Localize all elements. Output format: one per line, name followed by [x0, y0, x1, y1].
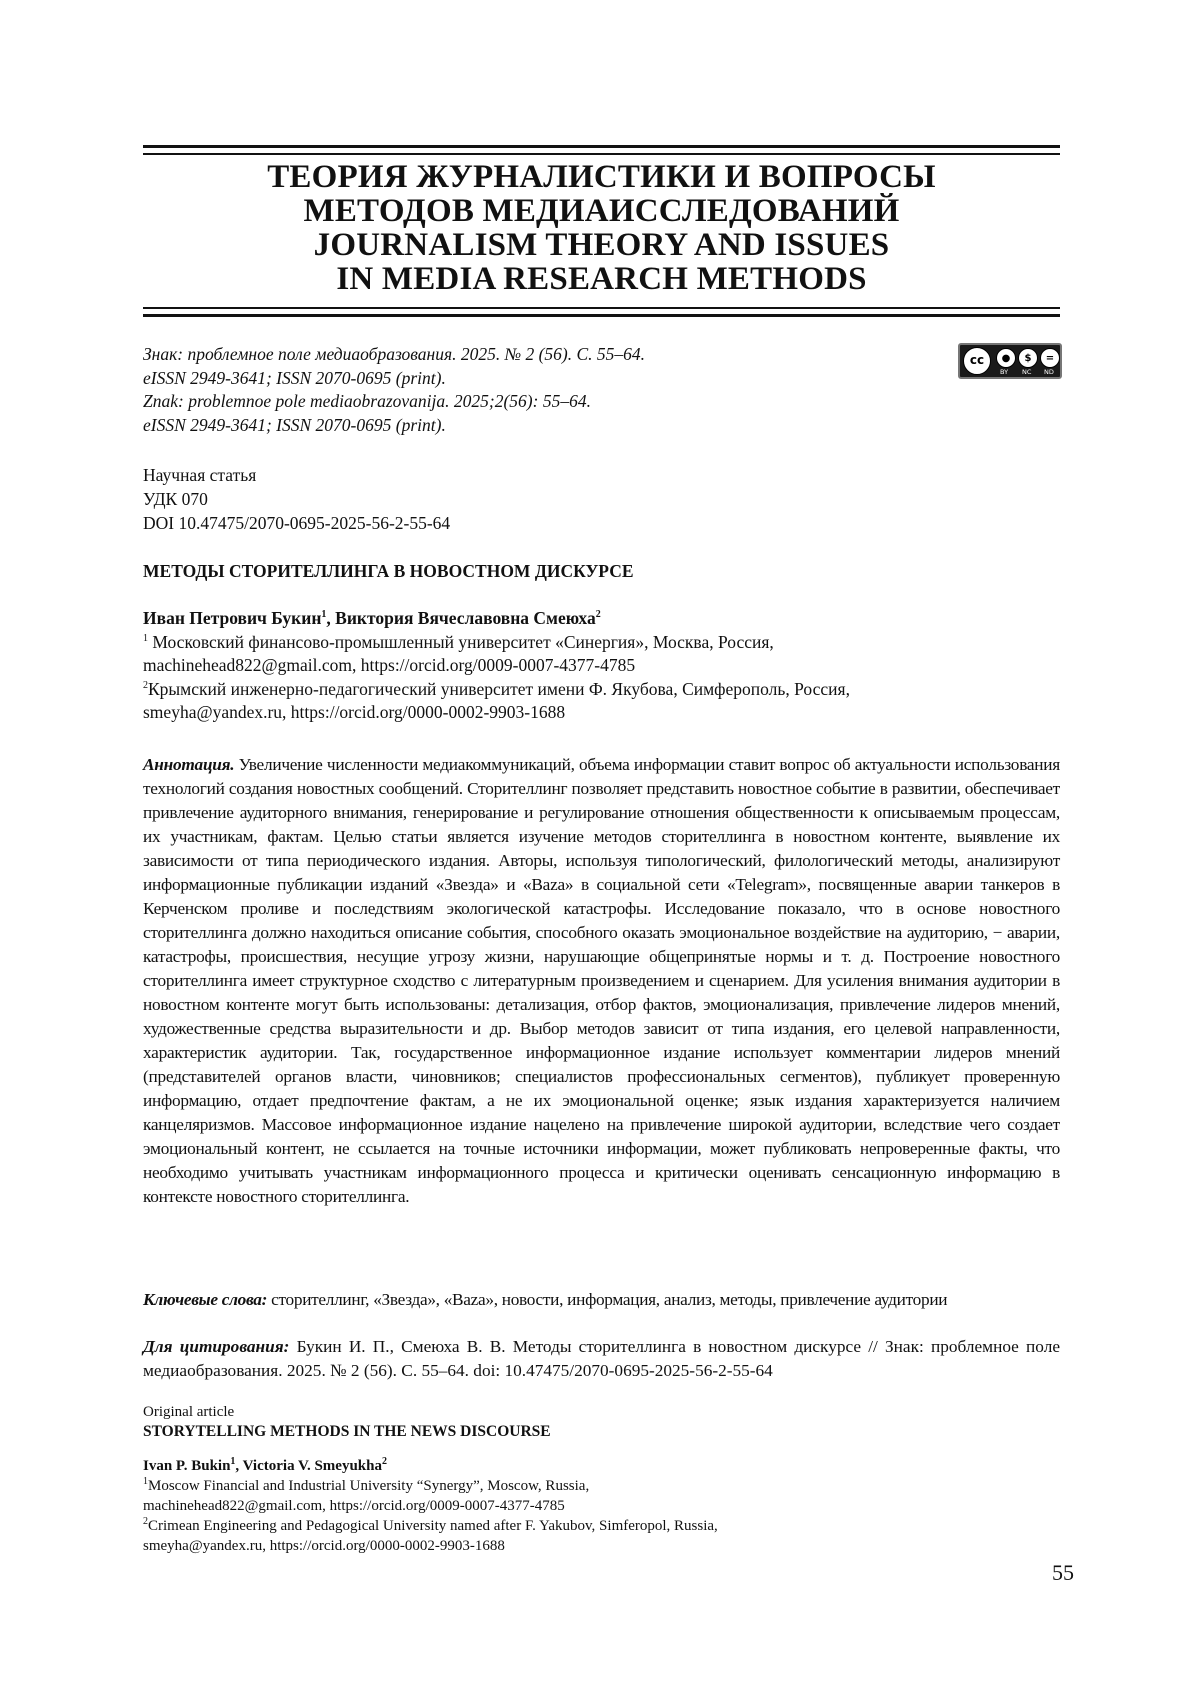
page-number: 55 — [1052, 1560, 1074, 1585]
affil-1-sup: 1 — [143, 632, 148, 644]
en-author-1-sup: 1 — [230, 1456, 236, 1467]
citation-label: Для цитирования: — [143, 1337, 290, 1356]
doi[interactable]: DOI 10.47475/2070-0695-2025-56-2-55-64 — [143, 513, 451, 533]
citation-text: Букин И. П., Смеюха В. В. Методы сторителлинга в новостном дискурсе // Знак: проблемное поле медиаобразования. 2025. № 2 (56). С. 55–64. doi: 10.47475/2070-0695-2025-56-2-55-64 — [143, 1337, 1060, 1380]
udk: УДК 070 — [143, 489, 208, 509]
abstract-label: Аннотация. — [143, 755, 235, 774]
en-author-2-sup: 2 — [381, 1456, 387, 1467]
cc-label-by: BY — [1000, 368, 1009, 376]
meta-line-1: Знак: проблемное поле медиаобразования. 2025. № 2 (56). С. 55–64. — [143, 344, 646, 364]
affiliation-1-ru — [143, 631, 850, 655]
meta-line-3: Znak: problemnoe pole mediaobrazovanija. 2025;2(56): 55–64. — [143, 391, 591, 411]
article-type: Научная статья — [143, 465, 257, 485]
heading-bottom-rule-thick — [143, 314, 1060, 317]
affil-2-sup: 2 — [143, 679, 148, 691]
en-author-1-name: Ivan P. Bukin — [143, 1458, 231, 1474]
author-names-ru — [143, 607, 850, 631]
section-heading-line-4: IN MEDIA RESEARCH METHODS — [336, 261, 867, 297]
heading-bottom-rule-thin — [143, 307, 1060, 309]
cc-icon: cc — [963, 347, 991, 375]
nc-dollar-icon: $ — [1018, 348, 1038, 368]
en-affiliation-1 — [143, 1476, 718, 1496]
en-affil-1-text: Moscow Financial and Industrial University “Synergy”, Moscow, Russia, — [148, 1478, 590, 1494]
section-heading — [143, 160, 1060, 296]
authors-block-ru — [143, 607, 850, 725]
section-heading-line-3: JOURNALISM THEORY AND ISSUES — [313, 227, 890, 263]
author-2-name: , Виктория Вячеславовна Смеюха — [326, 608, 596, 628]
affil-1-text: Московский финансово-промышленный университет «Синергия», Москва, Россия, — [148, 631, 774, 652]
en-author-names — [143, 1456, 718, 1476]
top-rule-thin — [143, 153, 1060, 155]
en-affil-2-text: Crimean Engineering and Pedagogical University named after F. Yakubov, Simferopol, Russia, — [148, 1518, 718, 1534]
contact-2-ru[interactable]: smeyha@yandex.ru, https://orcid.org/0000-0002-9903-1688 — [143, 702, 566, 722]
keywords-label: Ключевые слова: — [143, 1290, 268, 1309]
english-block — [143, 1402, 718, 1556]
meta-line-2: eISSN 2949-3641; ISSN 2070-0695 (print). — [143, 367, 446, 388]
author-2-sup: 2 — [595, 609, 601, 621]
en-article-type: Original article — [143, 1404, 235, 1420]
nd-equals-icon: = — [1040, 348, 1060, 368]
en-affil-1-sup: 1 — [143, 1476, 148, 1487]
keywords-text: сторителлинг, «Звезда», «Baza», новости, информация, анализ, методы, привлечение аудитории — [267, 1290, 948, 1309]
en-author-2-name: , Victoria V. Smeyukha — [235, 1458, 382, 1474]
section-heading-line-1: ТЕОРИЯ ЖУРНАЛИСТИКИ И ВОПРОСЫ — [267, 159, 936, 195]
author-1-name: Иван Петрович Букин — [143, 608, 322, 628]
citation — [143, 1335, 1060, 1383]
abstract — [143, 753, 1060, 1209]
en-affiliation-2 — [143, 1516, 718, 1536]
journal-metadata — [143, 343, 645, 437]
author-1-sup: 1 — [321, 609, 327, 621]
affiliation-2-ru — [143, 678, 850, 702]
en-article-title: STORYTELLING METHODS IN THE NEWS DISCOURSE — [143, 1423, 551, 1440]
abstract-text: Увеличение численности медиакоммуникаций, объема информации ставит вопрос об актуальности использования технологий создания новостных сообщений. Сторителлинг позволяет представить новостное событие в развитии, обеспечивает привлечение аудиторного внимания, генерирование и регулирование отношения общественности к описываемым процессам, их участникам, фактам. Целью статьи является изучение методов сторителлинга в новостном контенте, выявление их зависимости от типа периодического издания. Авторы, используя типологический, филологический методы, анализируют информационные публикации изданий «Звезда» и «Baza» в социальной сети «Telegram», посвященные аварии танкеров в Керченском проливе и последствиям экологической катастрофы. Исследование показало, что в основе новостного сторителлинга должно находиться описание события, способного оказать эмоциональное воздействие на аудиторию, − аварии, катастрофы, происшествия, несущие угрозу жизни, нарушающие общепринятые нормы и т. д. Построение новостного сторителлинга имеет структурное сходство с литературным произведением и сценарием. Для усиления внимания аудитории в новостном контенте могут быть использованы: детализация, отбор фактов, эмоционализация, привлечение лидеров мнений, художественные средства выразительности и др. Выбор методов зависит от типа издания, его целевой направленности, характеристик аудитории. Так, государственное информационное издание использует комментарии лидеров мнений (представителей органов власти, чиновников; специалистов профессиональных сегментов), публикует проверенную информацию, отдает предпочтение фактам, а не их эмоциональной оценке; язык издания характеризуется наличием канцеляризмов. Массовое информационное издание нацелено на привлечение широкой аудитории, вследствие чего создает эмоциональный контент, не ссылается на точные источники информации, может публиковать непроверенные факты, что необходимо учитывать участникам информационного процесса и критически оценивать сенсационную информацию в контексте новостного сторителлинга. — [143, 755, 1060, 1206]
cc-label-nc: NC — [1022, 368, 1032, 376]
article-info — [143, 463, 450, 535]
meta-line-4: eISSN 2949-3641; ISSN 2070-0695 (print). — [143, 414, 446, 435]
cc-label-nd: ND — [1044, 368, 1054, 376]
affil-2-text: Крымский инженерно-педагогический университет имени Ф. Якубова, Симферополь, Россия, — [148, 678, 850, 699]
section-heading-line-2: МЕТОДОВ МЕДИАИССЛЕДОВАНИЙ — [303, 193, 900, 229]
cc-license-badge[interactable] — [958, 343, 1062, 379]
en-contact-2[interactable]: smeyha@yandex.ru, https://orcid.org/0000-0002-9903-1688 — [143, 1538, 505, 1554]
by-person-icon: ● — [996, 348, 1016, 368]
top-rule-thick — [143, 145, 1060, 148]
en-affil-2-sup: 2 — [143, 1516, 148, 1527]
keywords — [143, 1288, 1060, 1312]
en-contact-1[interactable]: machinehead822@gmail.com, https://orcid.org/0009-0007-4377-4785 — [143, 1498, 565, 1514]
contact-1-ru[interactable]: machinehead822@gmail.com, https://orcid.org/0009-0007-4377-4785 — [143, 655, 636, 675]
article-title-ru: МЕТОДЫ СТОРИТЕЛЛИНГА В НОВОСТНОМ ДИСКУРСЕ — [143, 561, 634, 581]
